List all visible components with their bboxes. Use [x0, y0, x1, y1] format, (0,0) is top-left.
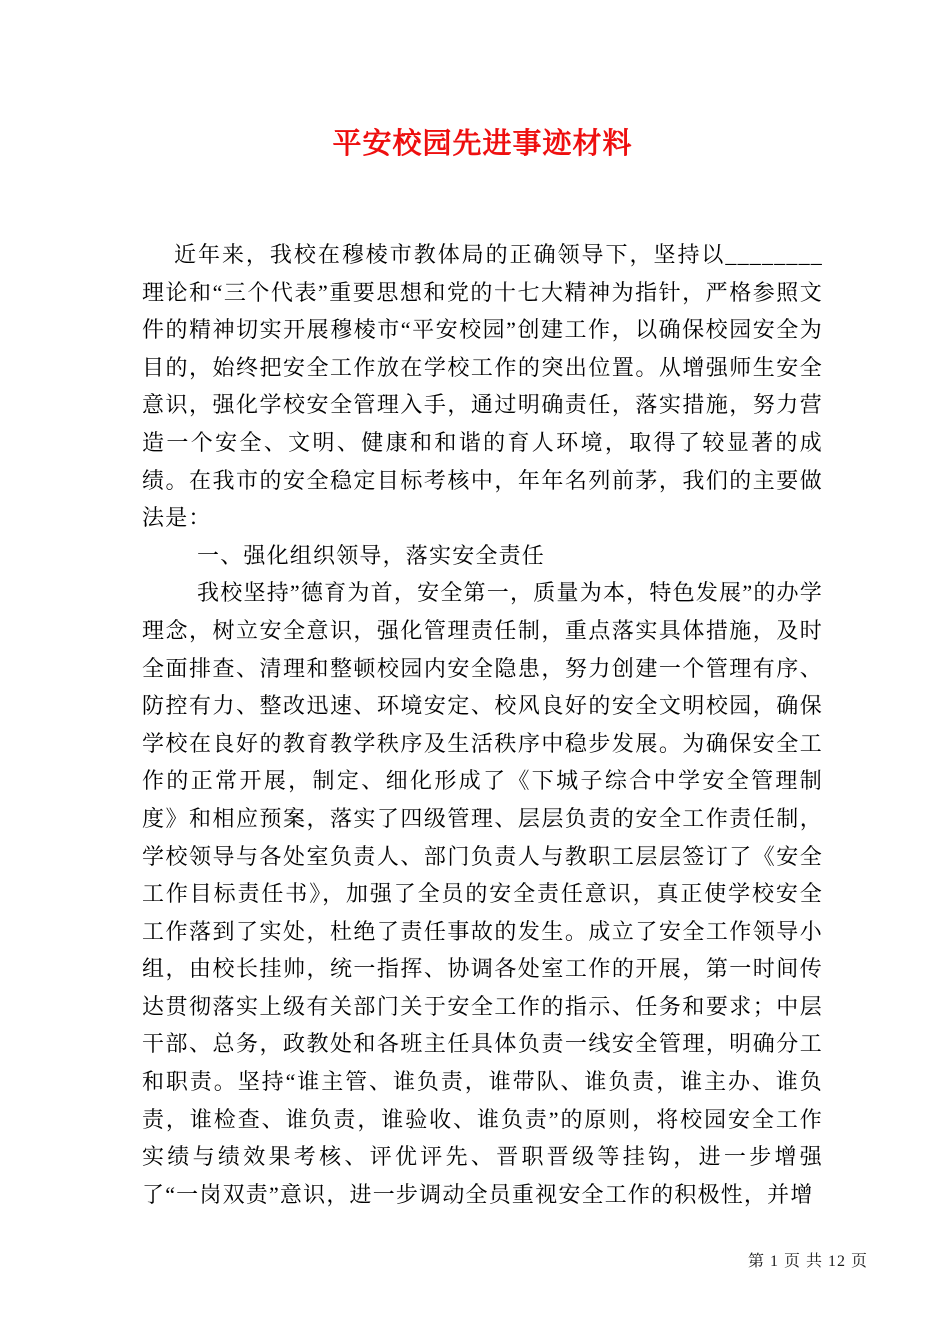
paragraph-intro: 近年来，我校在穆棱市教体局的正确领导下，坚持以________理论和“三个代表”重要思想和党的十七大精神为指针，严格参照文件的精神切实开展穆棱市“平安校园”创建工作，以确保校园安全为目的，始终把安全工作放在学校工作的突出位置。从增强师生安全意识，强化学校安全管理入手，通过明确责任，落实措施，努力营造一个安全、文明、健康和和谐的育人环境，取得了较显著的成绩。在我市的安全稳定目标考核中，年年名列前茅，我们的主要做法是： [142, 242, 823, 531]
document-body [142, 236, 823, 1213]
document-title: 平安校园先进事迹材料 [332, 128, 633, 160]
section-heading: 一、强化组织领导，落实安全责任 [197, 542, 546, 568]
page-number-indicator: 第 1 页 共 12 页 [747, 1253, 868, 1270]
paragraph-section-body: 我校坚持”德育为首，安全第一，质量为本，特色发展”的办学理念，树立安全意识，强化管理责任制，重点落实具体措施，及时全面排查、清理和整顿校园内安全隐患，努力创建一个管理有序、防控有力、整改迅速、环境安定、校风良好的安全文明校园，确保学校在良好的教育教学秩序及生活秩序中稳步发展。为确保安全工作的正常开展，制定、细化形成了《下城子综合中学安全管理制度》和相应预案，落实了四级管理、层层负责的安全工作责任制，学校领导与各处室负责人、部门负责人与教职工层层签订了《安全工作目标责任书》，加强了全员的安全责任意识，真正使学校安全工作落到了实处，杜绝了责任事故的发生。成立了安全工作领导小组，由校长挂帅，统一指挥、协调各处室工作的开展，第一时间传达贯彻落实上级有关部门关于安全工作的指示、任务和要求；中层干部、总务，政教处和各班主任具体负责一线安全管理，明确分工和职责。坚持“谁主管、谁负责，谁带队、谁负责，谁主办、谁负责，谁检查、谁负责，谁验收、谁负责”的原则，将校园安全工作实绩与绩效果考核、评优评先、晋职晋级等挂钩，进一步增强了“一岗双责”意识，进一步调动全员重视安全工作的积极性，并增 [142, 580, 823, 1207]
